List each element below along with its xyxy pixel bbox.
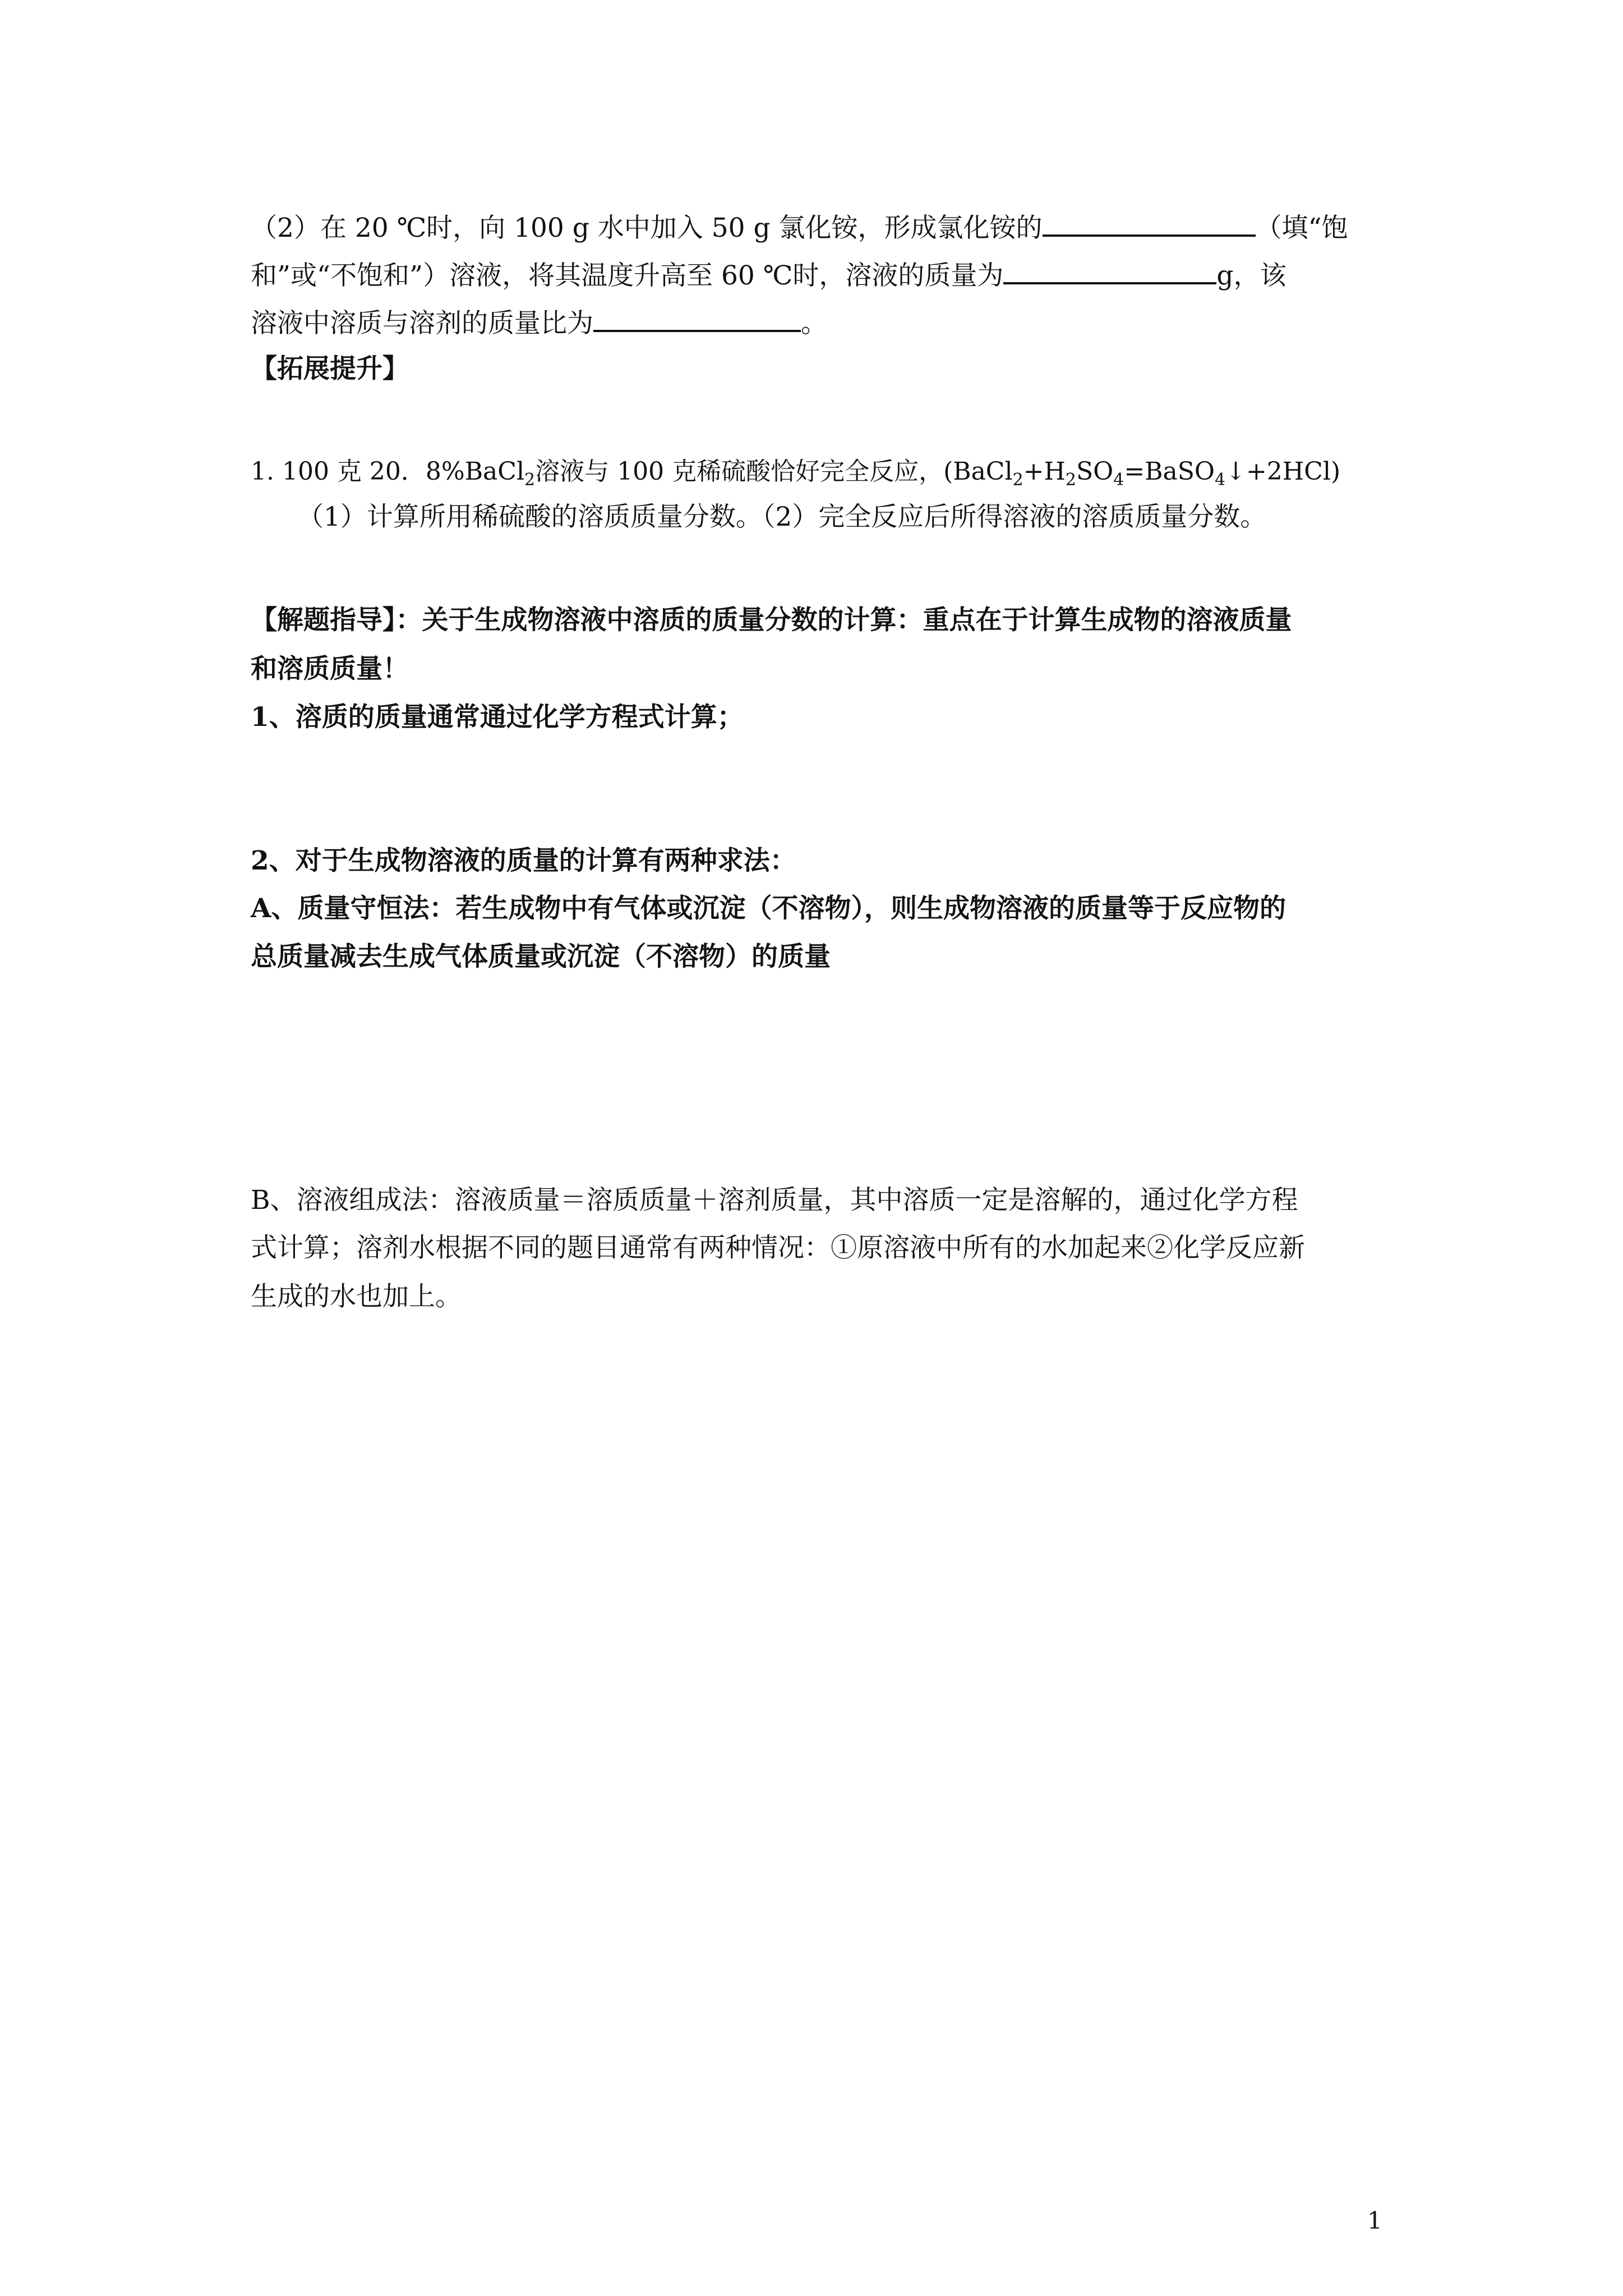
method-b-line-1: B、溶液组成法：溶液质量＝溶质质量＋溶剂质量，其中溶质一定是溶解的，通过化学方程	[251, 1185, 1298, 1216]
page-number: 1	[1367, 2207, 1382, 2234]
method-b-line-2: 式计算；溶剂水根据不同的题目通常有两种情况：①原溶液中所有的水加起来②化学反应新	[251, 1232, 1305, 1263]
problem1-text-c: +H	[1023, 457, 1066, 486]
problem1-text-e: =BaSO	[1124, 457, 1215, 486]
problem1-text-b: 溶液与 100 克稀硫酸恰好完全反应，(BaCl	[535, 457, 1013, 486]
method-b-line-3: 生成的水也加上。	[251, 1281, 462, 1312]
problem1-text-a: 1. 100 克 20．8%BaCl	[251, 457, 525, 486]
q2-line2-text-a: 和”或“不饱和”）溶液，将其温度升高至 60 ℃时，溶液的质量为	[251, 260, 1004, 291]
q2-line1-text-a: （2）在 20 ℃时，向 100 g 水中加入 50 g 氯化铵，形成氯化铵的	[251, 213, 1043, 243]
subscript: 2	[1065, 470, 1076, 490]
answer-blank-3[interactable]	[593, 305, 801, 332]
guide-line-1: 【解题指导】：关于生成物溶液中溶质的质量分数的计算：重点在于计算生成物的溶液质量	[251, 605, 1292, 636]
subscript: 4	[1113, 470, 1124, 490]
problem1-text-d: SO	[1076, 457, 1114, 486]
guide-line-2: 和溶质质量！	[251, 654, 409, 684]
answer-blank-1[interactable]	[1043, 210, 1256, 237]
subscript: 4	[1214, 470, 1226, 490]
q2-line-1	[251, 210, 1348, 245]
method-a-line-1: A、质量守恒法：若生成物中有气体或沉淀（不溶物），则生成物溶液的质量等于反应物的	[251, 893, 1286, 924]
q2-line2-text-b: g，该	[1216, 260, 1287, 291]
guide-point-2: 2、对于生成物溶液的质量的计算有两种求法：	[251, 845, 796, 876]
q2-line3-text-b: 。	[801, 308, 827, 339]
q2-line-3	[251, 305, 827, 341]
q2-line1-text-b: （填“饱	[1255, 213, 1348, 243]
method-a-line-2: 总质量减去生成气体质量或沉淀（不溶物）的质量	[251, 941, 831, 972]
problem1-text-f: ↓+2HCl)	[1225, 457, 1341, 486]
section-heading: 【拓展提升】	[251, 353, 409, 384]
problem1-line-2: （1）计算所用稀硫酸的溶质质量分数。（2）完全反应后所得溶液的溶质质量分数。	[297, 501, 1267, 532]
subscript: 2	[524, 470, 536, 490]
q2-line3-text-a: 溶液中溶质与溶剂的质量比为	[251, 308, 593, 339]
problem1-line-1	[251, 455, 1340, 489]
guide-point-1: 1、溶质的质量通常通过化学方程式计算；	[251, 702, 744, 733]
q2-line-2	[251, 257, 1286, 293]
answer-blank-2[interactable]	[1003, 257, 1216, 284]
subscript: 2	[1012, 470, 1023, 490]
